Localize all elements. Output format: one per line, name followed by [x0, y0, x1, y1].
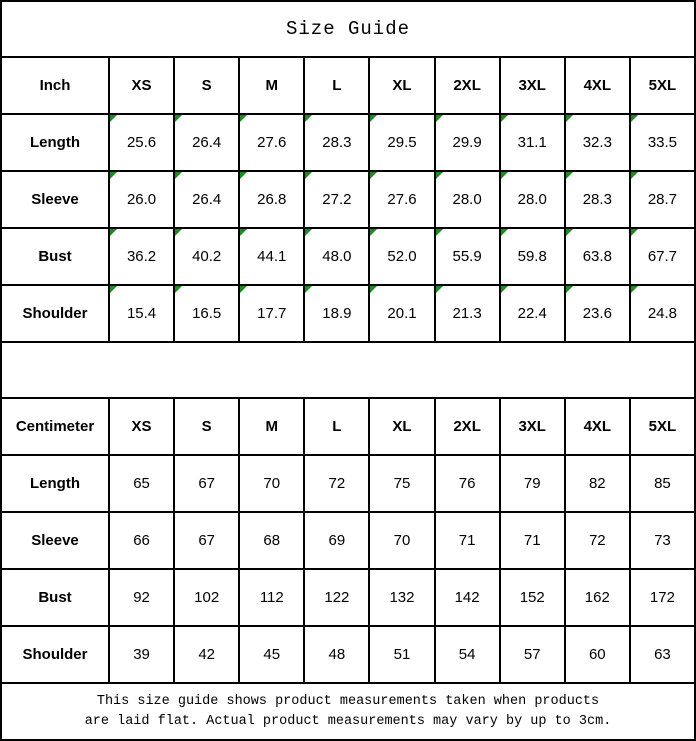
measurement-cell: 70: [369, 512, 434, 569]
measurement-cell: 122: [304, 569, 369, 626]
measurement-cell: 152: [500, 569, 565, 626]
row-label-cell: Length: [1, 114, 109, 171]
measurement-cell: 27.2: [304, 171, 369, 228]
measurement-cell: 72: [565, 512, 630, 569]
measurement-cell: 71: [500, 512, 565, 569]
measurement-cell: 39: [109, 626, 174, 683]
size-column-header: 5XL: [630, 398, 695, 455]
measurement-cell: 33.5: [630, 114, 695, 171]
measurement-cell: 23.6: [565, 285, 630, 342]
unit-header-cell: Inch: [1, 57, 109, 114]
size-column-header: 3XL: [500, 398, 565, 455]
measurement-cell: 28.7: [630, 171, 695, 228]
measurement-cell: 15.4: [109, 285, 174, 342]
measurement-cell: 172: [630, 569, 695, 626]
size-column-header: L: [304, 398, 369, 455]
measurement-cell: 73: [630, 512, 695, 569]
size-column-header: S: [174, 57, 239, 114]
measurement-cell: 69: [304, 512, 369, 569]
measurement-cell: 75: [369, 455, 434, 512]
measurement-cell: 26.0: [109, 171, 174, 228]
measurement-cell: 66: [109, 512, 174, 569]
size-column-header: 4XL: [565, 398, 630, 455]
spacer-row: [1, 342, 695, 398]
measurement-cell: 142: [435, 569, 500, 626]
measurement-cell: 65: [109, 455, 174, 512]
measurement-cell: 31.1: [500, 114, 565, 171]
measurement-cell: 79: [500, 455, 565, 512]
measurement-cell: 67.7: [630, 228, 695, 285]
size-column-header: M: [239, 57, 304, 114]
measurement-cell: 85: [630, 455, 695, 512]
table-row: [1, 171, 695, 228]
measurement-cell: 26.4: [174, 114, 239, 171]
measurement-cell: 102: [174, 569, 239, 626]
size-guide-title: Size Guide: [1, 1, 695, 57]
measurement-cell: 57: [500, 626, 565, 683]
table-row: [1, 626, 695, 683]
size-column-header: 2XL: [435, 398, 500, 455]
measurement-cell: 92: [109, 569, 174, 626]
row-label-cell: Sleeve: [1, 171, 109, 228]
measurement-cell: 59.8: [500, 228, 565, 285]
table-row: [1, 114, 695, 171]
measurement-cell: 25.6: [109, 114, 174, 171]
table-row: [1, 512, 695, 569]
measurement-cell: 29.9: [435, 114, 500, 171]
measurement-cell: 132: [369, 569, 434, 626]
measurement-cell: 60: [565, 626, 630, 683]
size-column-header: 5XL: [630, 57, 695, 114]
measurement-cell: 48: [304, 626, 369, 683]
table-row: [1, 228, 695, 285]
measurement-cell: 27.6: [369, 171, 434, 228]
measurement-cell: 21.3: [435, 285, 500, 342]
measurement-cell: 17.7: [239, 285, 304, 342]
measurement-cell: 26.4: [174, 171, 239, 228]
measurement-cell: 26.8: [239, 171, 304, 228]
row-label-cell: Shoulder: [1, 626, 109, 683]
size-column-header: 2XL: [435, 57, 500, 114]
measurement-cell: 72: [304, 455, 369, 512]
measurement-cell: 63: [630, 626, 695, 683]
size-column-header: XS: [109, 57, 174, 114]
measurement-cell: 28.0: [500, 171, 565, 228]
table-row: [1, 285, 695, 342]
measurement-cell: 40.2: [174, 228, 239, 285]
measurement-cell: 44.1: [239, 228, 304, 285]
measurement-cell: 112: [239, 569, 304, 626]
measurement-cell: 70: [239, 455, 304, 512]
measurement-cell: 29.5: [369, 114, 434, 171]
size-column-header: XL: [369, 57, 434, 114]
measurement-cell: 45: [239, 626, 304, 683]
size-column-header: L: [304, 57, 369, 114]
measurement-cell: 55.9: [435, 228, 500, 285]
measurement-cell: 18.9: [304, 285, 369, 342]
measurement-cell: 16.5: [174, 285, 239, 342]
measurement-cell: 162: [565, 569, 630, 626]
measurement-cell: 27.6: [239, 114, 304, 171]
measurement-cell: 63.8: [565, 228, 630, 285]
footer-note-line1: This size guide shows product measurements taken when products: [96, 693, 600, 709]
measurement-cell: 67: [174, 455, 239, 512]
measurement-cell: 76: [435, 455, 500, 512]
measurement-cell: 67: [174, 512, 239, 569]
footer-note-line2: are laid flat. Actual product measurements may vary by up to 3cm.: [84, 713, 612, 729]
table-row: [1, 455, 695, 512]
row-label-cell: Bust: [1, 228, 109, 285]
row-label-cell: Length: [1, 455, 109, 512]
measurement-cell: 51: [369, 626, 434, 683]
measurement-cell: 24.8: [630, 285, 695, 342]
measurement-cell: 52.0: [369, 228, 434, 285]
measurement-cell: 82: [565, 455, 630, 512]
row-label-cell: Sleeve: [1, 512, 109, 569]
measurement-cell: 20.1: [369, 285, 434, 342]
measurement-cell: 32.3: [565, 114, 630, 171]
footer-note: [1, 683, 695, 740]
size-column-header: XS: [109, 398, 174, 455]
size-column-header: M: [239, 398, 304, 455]
measurement-cell: 42: [174, 626, 239, 683]
size-column-header: 3XL: [500, 57, 565, 114]
row-label-cell: Bust: [1, 569, 109, 626]
table-row: [1, 569, 695, 626]
measurement-cell: 28.0: [435, 171, 500, 228]
size-column-header: XL: [369, 398, 434, 455]
measurement-cell: 28.3: [304, 114, 369, 171]
measurement-cell: 48.0: [304, 228, 369, 285]
measurement-cell: 28.3: [565, 171, 630, 228]
measurement-cell: 54: [435, 626, 500, 683]
measurement-cell: 71: [435, 512, 500, 569]
row-label-cell: Shoulder: [1, 285, 109, 342]
size-column-header: 4XL: [565, 57, 630, 114]
size-column-header: S: [174, 398, 239, 455]
measurement-cell: 22.4: [500, 285, 565, 342]
unit-header-cell: Centimeter: [1, 398, 109, 455]
measurement-cell: 36.2: [109, 228, 174, 285]
measurement-cell: 68: [239, 512, 304, 569]
